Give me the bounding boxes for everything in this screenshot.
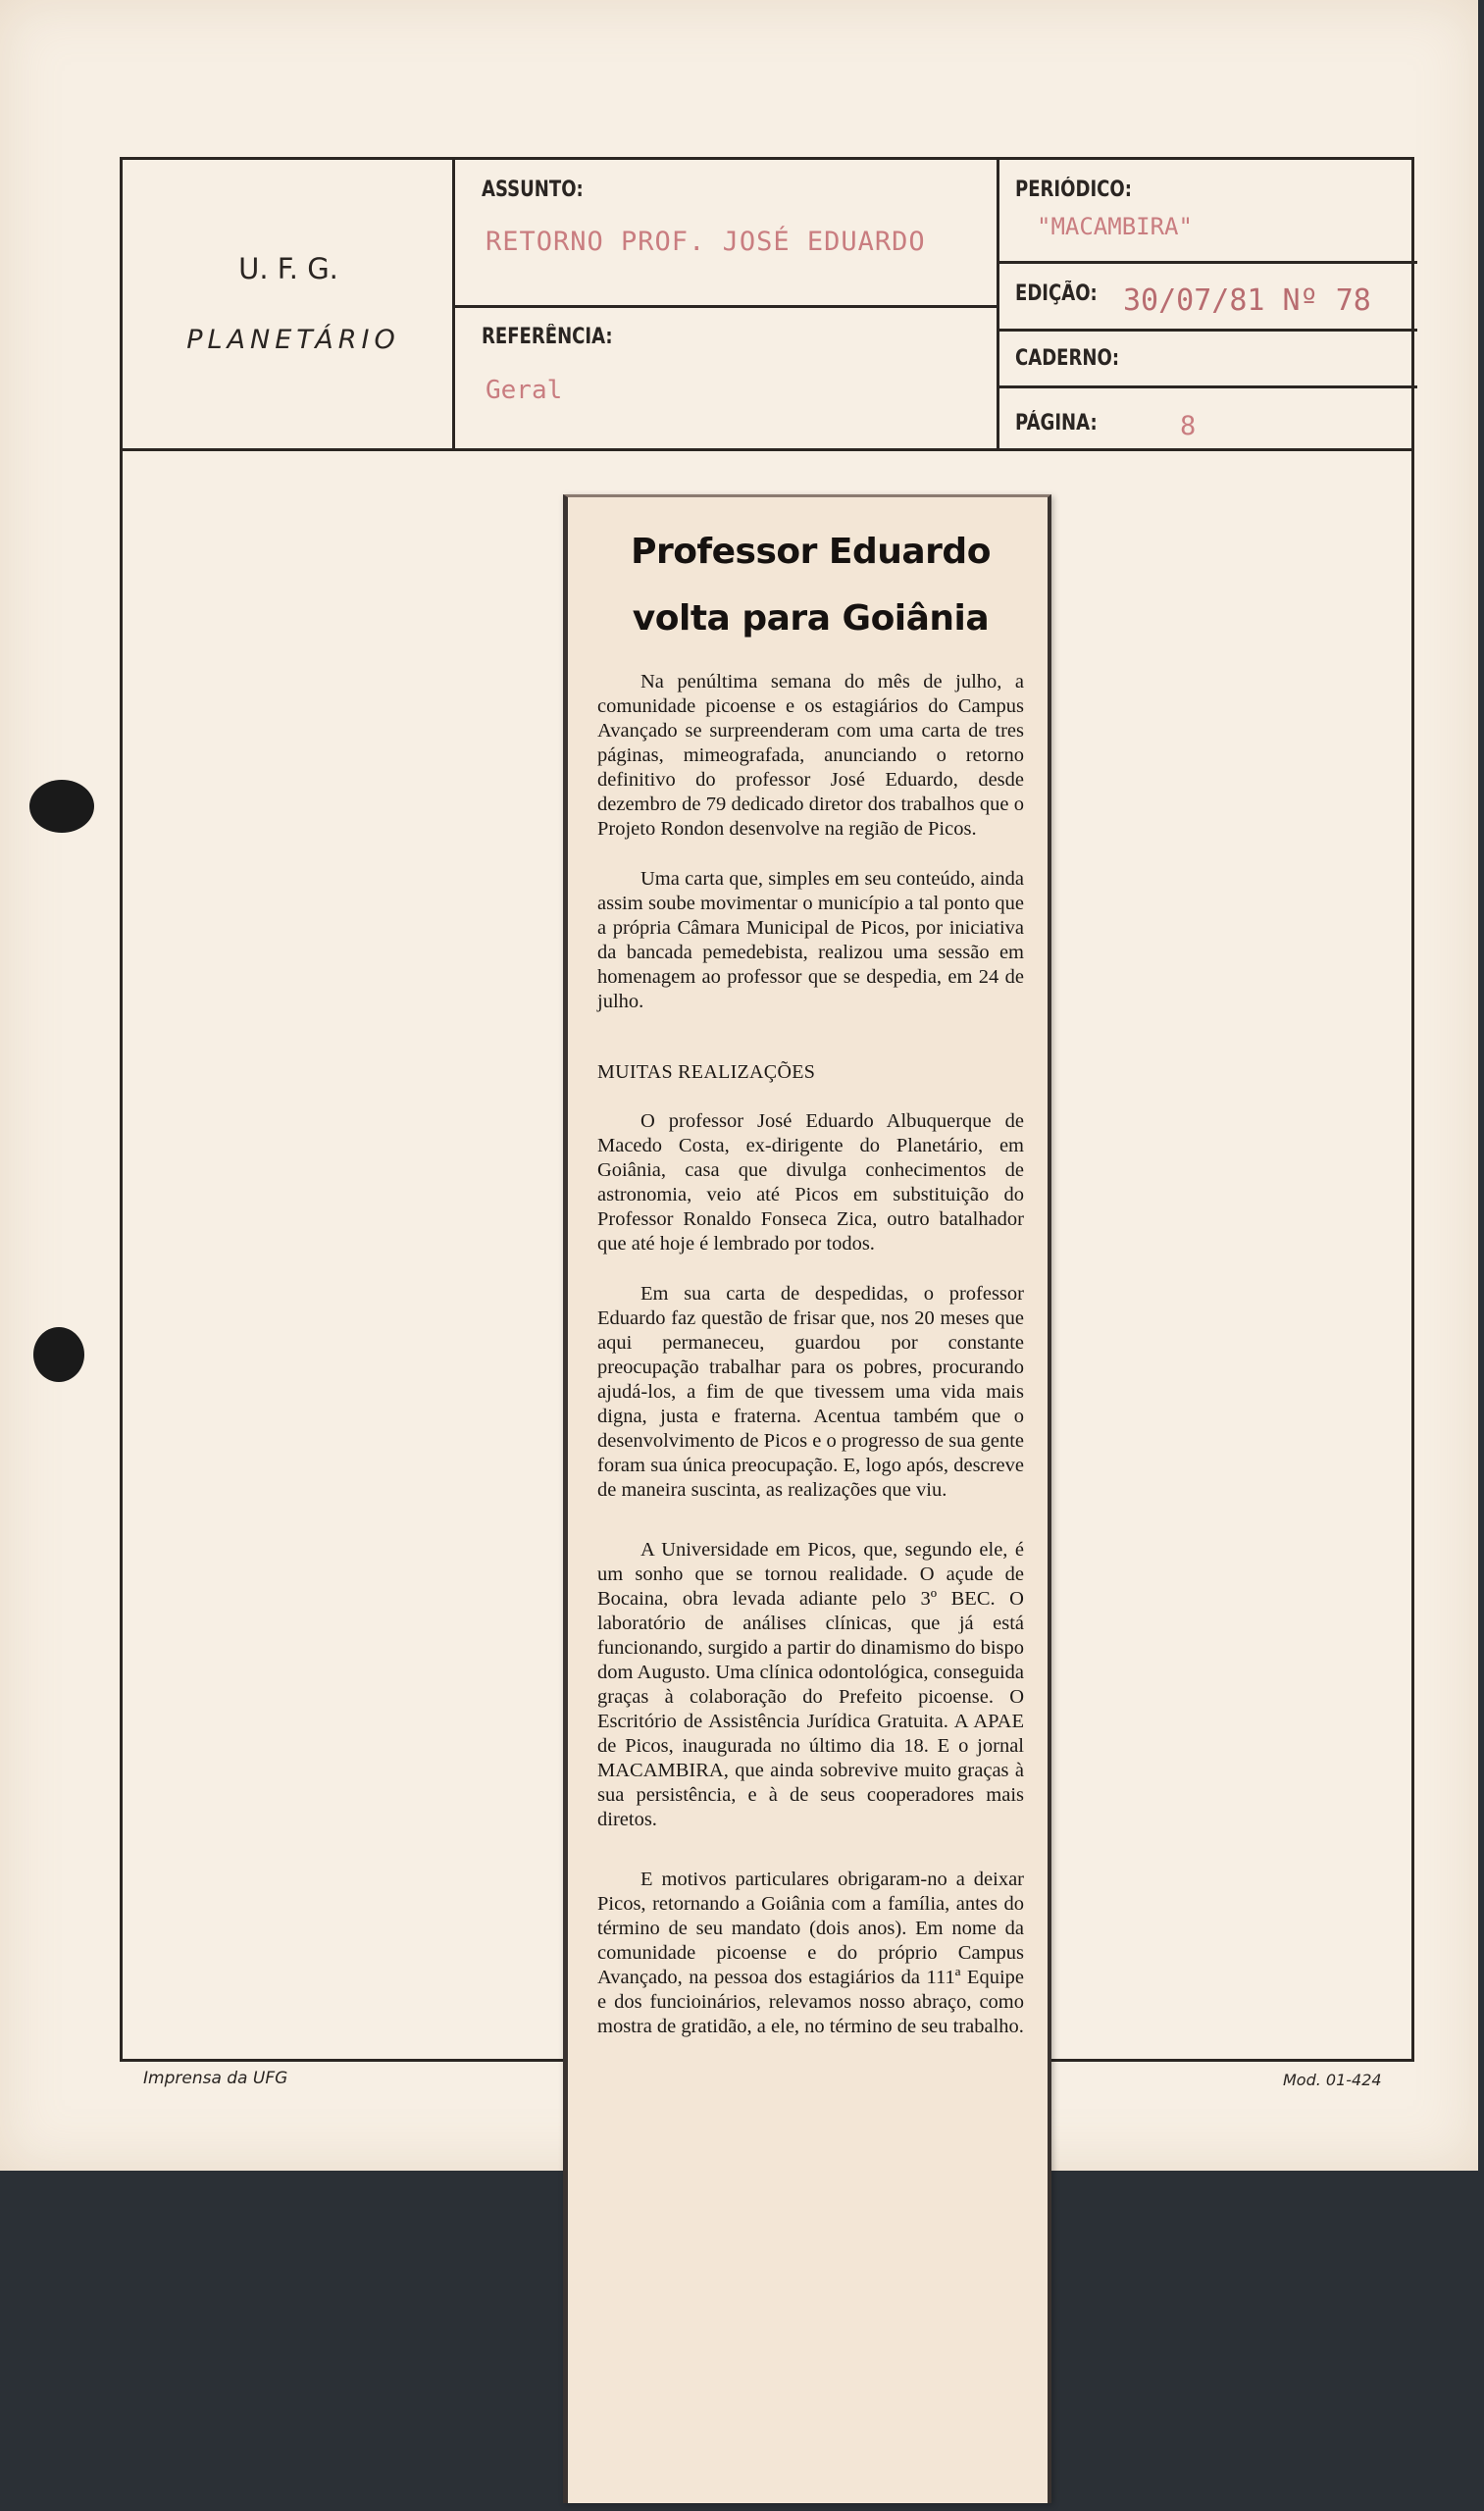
- edicao-value: 30/07/81 Nº 78: [1123, 283, 1371, 318]
- divider: [997, 261, 1417, 264]
- org-department: PLANETÁRIO: [186, 325, 400, 355]
- article-paragraph: E motivos particulares obrigaram-no a deixar Picos, retornando a Goiânia com a família, antes do término de seu mandato (dois anos). Em nome da comunidade picoense e do próprio Campus Avançado, na pessoa dos estagiários da 111ª Equipe e dos funcioinários, relevamos nosso abraço, como mostra de gratidão, a ele, no término de seu trabalho.: [597, 1869, 1024, 2037]
- article-paragraph: Em sua carta de despedidas, o professor Eduardo faz questão de frisar que, nos 20 meses que aqui permaneceu, guardou por constante preocupação trabalhar para os pobres, procurando ajudá-los, a fim de que tivessem uma vida mais digna, justa e fraterna. Acentua também que o desenvolvimento de Picos e o progresso de sua gente foram sua única preocupação. E, logo após, descreve de maneira suscinta, as realizações que viu.: [597, 1283, 1024, 1501]
- divider: [452, 305, 997, 308]
- org-name: U. F. G.: [238, 252, 338, 285]
- caderno-label: CADERNO:: [1015, 346, 1120, 371]
- article-paragraph: O professor José Eduardo Albuquerque de Macedo Costa, ex-dirigente do Planetário, em Goiânia, casa que divulga conhecimentos de astronomia, veio até Picos em substituição do Professor Ronaldo Fonseca Zica, outro batalhador que até hoje é lembrado por todos.: [597, 1110, 1024, 1255]
- pagina-label: PÁGINA:: [1015, 411, 1098, 436]
- divider: [452, 160, 455, 448]
- assunto-label: ASSUNTO:: [482, 178, 584, 202]
- pagina-value: 8: [1180, 411, 1197, 441]
- newspaper-clipping: [563, 494, 1051, 2503]
- divider: [997, 385, 1417, 388]
- periodico-value: "MACAMBIRA": [1037, 213, 1193, 240]
- footer-imprint: Imprensa da UFG: [143, 2069, 288, 2088]
- referencia-label: REFERÊNCIA:: [482, 325, 613, 349]
- edicao-label: EDIÇÃO:: [1015, 282, 1098, 306]
- article-paragraph: A Universidade em Picos, que, segundo ele, é um sonho que se tornou realidade. O açude de Bocaina, obra levada adiante pelo 3º BEC. O laboratório de análises clínicas, que já está funcionando, surgido a partir do dinamismo do bispo dom Augusto. Uma clínica odontológica, conseguida graças à colaboração do Prefeito picoense. O Escritório de Assistência Jurídica Gratuita. A APAE de Picos, inaugurada no último dia 18. E o jornal MACAMBIRA, que ainda sobrevive muito graças à sua persistência, e à de seus cooperadores mais diretos.: [597, 1539, 1024, 1830]
- article-subheading: MUITAS REALIZAÇÕES: [597, 1061, 816, 1083]
- divider: [997, 329, 1417, 332]
- referencia-value: Geral: [486, 376, 563, 405]
- divider: [997, 160, 999, 448]
- periodico-label: PERIÓDICO:: [1015, 178, 1132, 202]
- assunto-value: RETORNO PROF. JOSÉ EDUARDO: [486, 227, 926, 257]
- article-headline: Professor Eduardo volta para Goiânia: [631, 532, 991, 639]
- divider: [123, 448, 1411, 451]
- punch-hole: [29, 780, 94, 833]
- punch-hole: [33, 1327, 84, 1382]
- article-paragraph: Uma carta que, simples em seu conteúdo, ainda assim soube movimentar o município a tal ponto que a própria Câmara Municipal de Picos, por iniciativa da bancada pemedebista, realizou uma sessão em homenagem ao professor que se despedia, em 24 de julho.: [597, 868, 1024, 1012]
- article-paragraph: Na penúltima semana do mês de julho, a comunidade picoense e os estagiários do Campus Avançado se surpreenderam com uma carta de tres páginas, mimeografada, anunciando o retorno definitivo do professor José Eduardo, desde dezembro de 79 dedicado diretor dos trabalhos que o Projeto Rondon desenvolve na região de Picos.: [597, 671, 1024, 840]
- footer-model-code: Mod. 01-424: [1283, 2071, 1382, 2089]
